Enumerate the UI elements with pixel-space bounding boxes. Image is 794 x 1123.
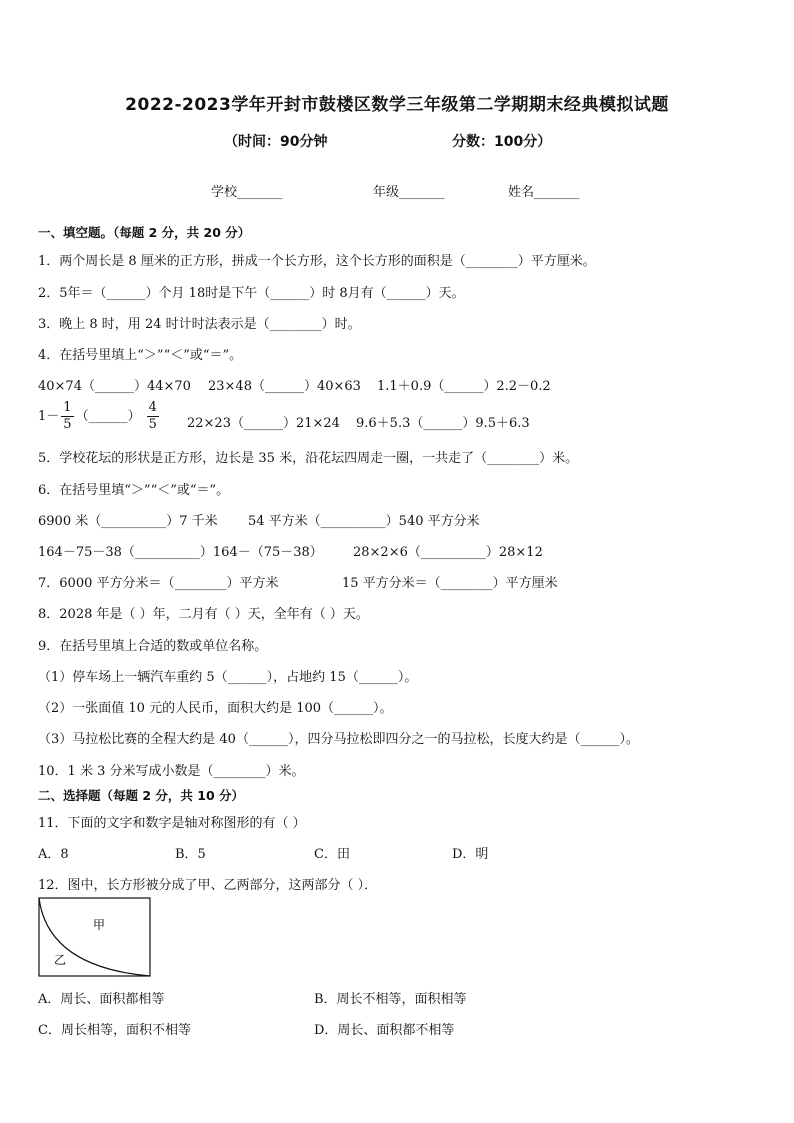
q4-prefix: 1－: [38, 409, 60, 424]
rectangle-figure: [38, 897, 152, 979]
q4-blank: （______）: [75, 409, 141, 424]
school-field: 学校_______: [211, 185, 283, 200]
fraction-1-denominator: 5: [63, 417, 72, 432]
question-7-part-1: 7．6000 平方分米＝（________）平方米: [38, 576, 279, 591]
q12-option-c: C．周长相等，面积不相等: [38, 1023, 191, 1038]
q12-option-a: A．周长、面积都相等: [38, 992, 165, 1007]
q4-item-5: 22×23（______）21×24: [187, 416, 340, 431]
q4-fraction-item: [38, 400, 161, 433]
question-8: 8．2028 年是（ ）年，二月有（ ）天，全年有（ ）天。: [38, 607, 369, 622]
fraction-1: [61, 400, 73, 433]
fraction-1-numerator: 1: [63, 400, 72, 415]
question-5: 5．学校花坛的形状是正方形，边长是 35 米，沿花坛四周走一圈，一共走了（________）米。: [38, 451, 579, 466]
question-1: 1．两个周长是 8 厘米的正方形，拼成一个长方形，这个长方形的面积是（________）平方厘米。: [38, 254, 596, 269]
q12-option-d: D．周长、面积都不相等: [314, 1023, 455, 1038]
score-info: 分数：100分）: [452, 134, 552, 150]
fraction-2-denominator: 5: [148, 417, 157, 432]
q11-option-b: B．5: [175, 847, 206, 862]
q4-item-6: 9.6＋5.3（______）9.5＋6.3: [356, 416, 530, 431]
question-4: 4．在括号里填上“＞”“＜”或“＝”。: [38, 348, 243, 363]
q6-item-2: 54 平方米（__________）540 平方分米: [248, 514, 480, 529]
q11-option-a: A．8: [38, 847, 69, 862]
question-9-1: （1）停车场上一辆汽车重约 5（______），占地约 15（______）。: [38, 670, 418, 685]
figure-label-jia: 甲: [93, 918, 106, 932]
q11-option-c: C．田: [314, 847, 350, 862]
section1-heading: 一、填空题。（每题 2 分，共 20 分）: [38, 225, 251, 240]
question-2: 2．5年＝（______）个月 18时是下午（______）时 8月有（______）天。: [38, 286, 465, 301]
q6-item-3: 164－75－38（__________）164－（75－38）: [38, 545, 323, 560]
q12-option-b: B．周长不相等，面积相等: [314, 992, 467, 1007]
question-11: 11．下面的文字和数字是轴对称图形的有（ ）: [38, 816, 306, 831]
fraction-2-numerator: 4: [148, 400, 157, 415]
section2-heading: 二、选择题（每题 2 分，共 10 分）: [38, 788, 245, 803]
q4-item-2: 23×48（______）40×63: [208, 379, 361, 394]
question-12: 12．图中，长方形被分成了甲、乙两部分，这两部分（ ）．: [38, 878, 378, 893]
figure-label-yi: 乙: [54, 953, 67, 967]
name-field: 姓名_______: [508, 185, 580, 200]
question-9-2: （2）一张面值 10 元的人民币，面积大约是 100（______）。: [38, 701, 393, 716]
question-6: 6．在括号里填“＞”“＜”或“＝”。: [38, 483, 230, 498]
q11-option-d: D．明: [452, 847, 489, 862]
q6-item-1: 6900 米（__________）7 千米: [38, 514, 218, 529]
question-9: 9．在括号里填上合适的数或单位名称。: [38, 639, 268, 654]
q4-item-1: 40×74（______）44×70: [38, 379, 191, 394]
fraction-2: [147, 400, 159, 433]
question-9-3: （3）马拉松比赛的全程大约是 40（______），四分马拉松即四分之一的马拉松，长度大约是（______）。: [38, 732, 639, 747]
time-info: （时间：90分钟: [224, 134, 328, 150]
grade-field: 年级_______: [373, 185, 445, 200]
question-10: 10．1 米 3 分米写成小数是（________）米。: [38, 764, 305, 779]
question-3: 3．晚上 8 时，用 24 时计时法表示是（________）时。: [38, 317, 361, 332]
page-title: 2022-2023学年开封市鼓楼区数学三年级第二学期期末经典模拟试题: [125, 95, 669, 115]
q6-item-4: 28×2×6（__________）28×12: [353, 545, 543, 560]
q4-item-3: 1.1＋0.9（______）2.2－0.2: [377, 379, 551, 394]
question-7-part-2: 15 平方分米＝（________）平方厘米: [342, 576, 558, 591]
